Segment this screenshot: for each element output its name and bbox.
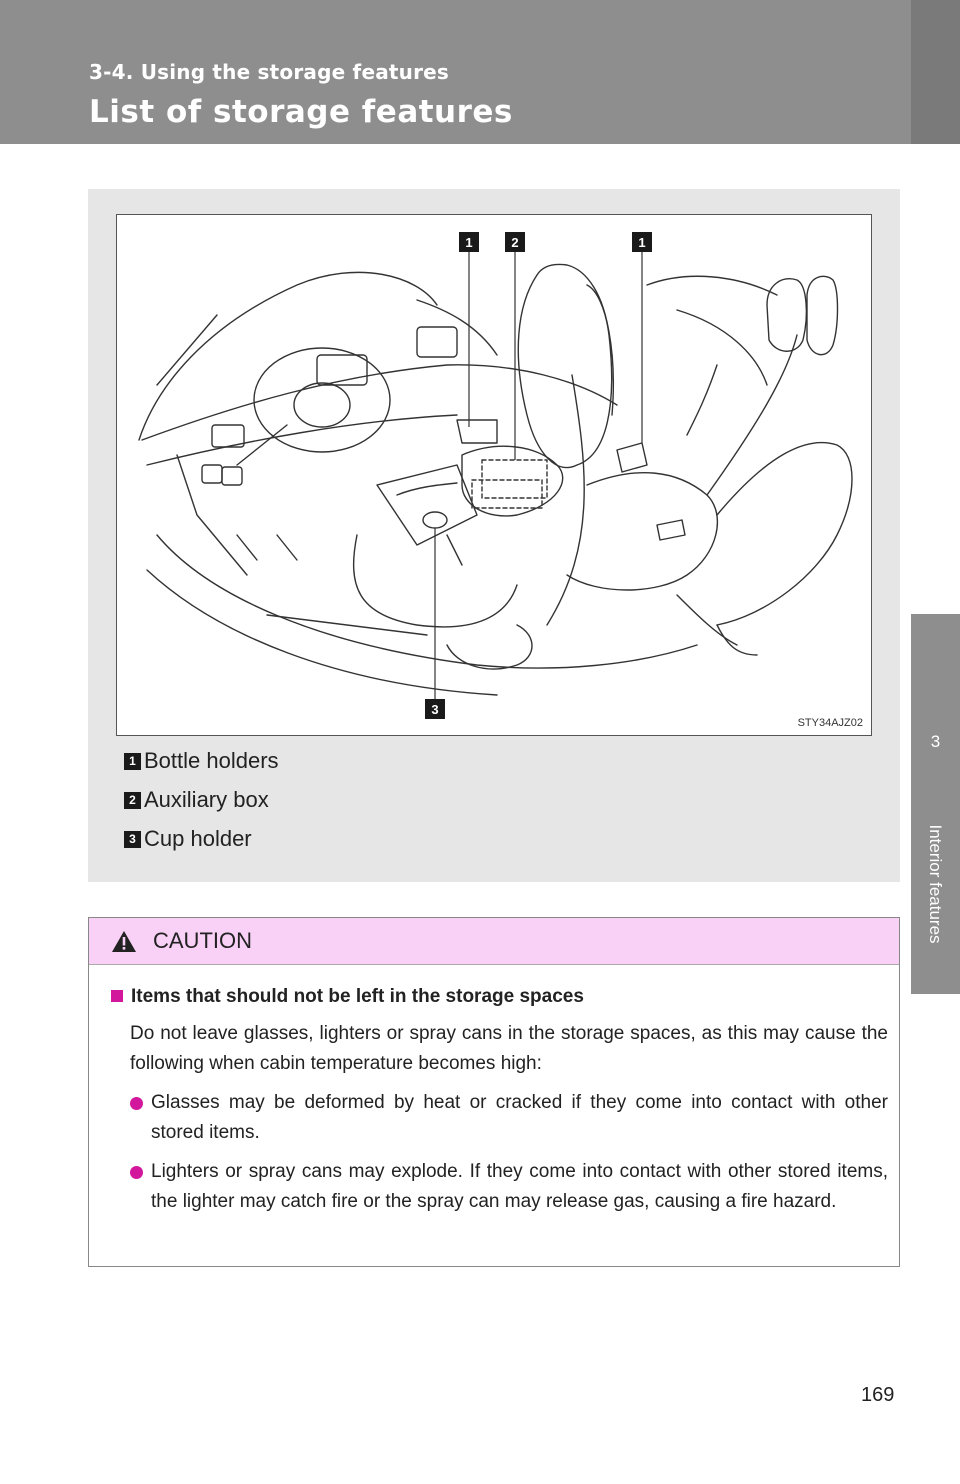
warning-icon [111,930,137,953]
circle-bullet-icon [130,1097,143,1110]
legend-badge: 2 [124,792,141,809]
page-title: List of storage features [89,94,513,130]
legend-label: Auxiliary box [144,787,269,812]
cabin-illustration [116,214,872,736]
caution-box [88,917,900,1267]
caution-paragraph: Do not leave glasses, lighters or spray cans in the storage spaces, as this may cause the following when cabin temperature becomes high: [130,1023,888,1074]
legend-item [124,824,252,854]
callout-label-1: 1 [465,235,473,250]
caution-header [89,918,899,965]
caution-title: CAUTION [153,928,252,953]
legend-badge: 3 [124,831,141,848]
section-label: 3-4. Using the storage features [89,60,450,84]
figure-code: STY34AJZ02 [797,717,863,729]
caution-heading [111,986,584,1008]
caution-bullet [130,1088,888,1148]
page-header [0,0,960,144]
chapter-name: Interior features [926,824,945,944]
legend-label: Cup holder [144,826,252,851]
chapter-number: 3 [930,732,941,751]
caution-bullet [130,1157,888,1217]
square-bullet-icon [111,990,123,1002]
page-number: 169 [861,1384,895,1406]
chapter-tab [911,144,960,1484]
callout-label-1b: 1 [638,235,646,250]
caution-bullet-text: Glasses may be deformed by heat or cracked if they come into contact with other stored items. [151,1092,888,1143]
circle-bullet-icon [130,1166,143,1179]
callout-label-2: 2 [511,235,519,250]
caution-bullet-text: Lighters or spray cans may explode. If they come into contact with other stored items, the lighter may catch fire or the spray can may release gas, causing a fire hazard. [151,1161,888,1212]
caution-heading-text: Items that should not be left in the storage spaces [131,986,584,1007]
legend-item [124,746,279,776]
legend-badge: 1 [124,753,141,770]
callout-label-3: 3 [431,702,439,717]
legend-label: Bottle holders [144,748,279,773]
legend-item [124,785,269,815]
cabin-drawing [117,215,871,735]
